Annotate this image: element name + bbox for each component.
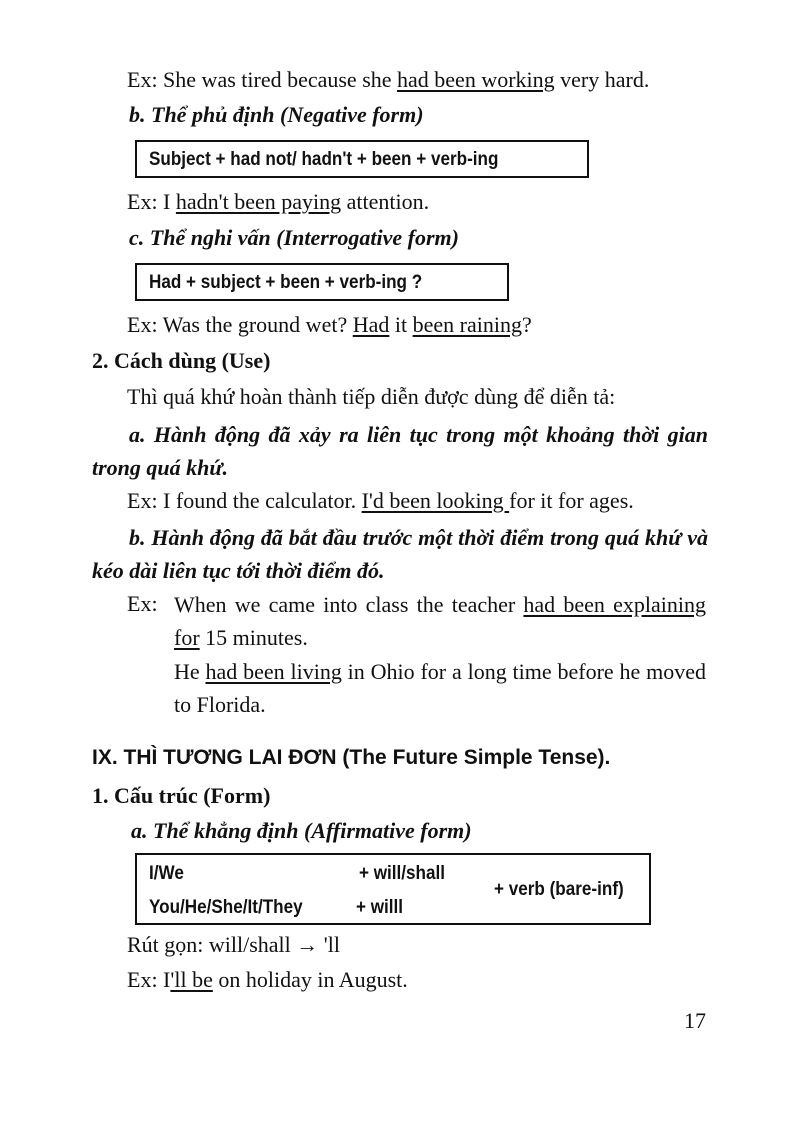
section-ix-heading: IX. THÌ TƯƠNG LAI ĐƠN (The Future Simple Tense).: [92, 746, 611, 769]
underlined-verb: had been explaining for: [174, 592, 706, 650]
interrogative-formula: Had + subject + been + verb-ing ?: [149, 272, 423, 293]
row1-aux: + will/shall: [359, 863, 446, 884]
negative-form-heading: b. Thể phủ định (Negative form): [129, 102, 424, 127]
page-number: 17: [684, 1008, 706, 1033]
affirmative-form-heading: a. Thể khẳng định (Affirmative form): [131, 818, 472, 843]
example-text: Ex: I: [127, 967, 171, 992]
negative-formula: Subject + had not/ hadn't + been + verb-ing: [149, 149, 499, 170]
row2-subject: You/He/She/It/They: [149, 897, 303, 918]
interrogative-formula-box: [135, 263, 509, 301]
example-text: it: [389, 312, 413, 337]
negative-formula-box: [135, 140, 589, 178]
underlined-verb: 'll be: [170, 967, 213, 992]
example-text: He: [174, 659, 206, 684]
use-section-heading: 2. Cách dùng (Use): [92, 348, 271, 373]
use-intro: Thì quá khứ hoàn thành tiếp diễn được dùng để diễn tả:: [127, 384, 616, 409]
example-text: Ex: Was the ground wet?: [127, 312, 353, 337]
underlined-verb: Had: [352, 312, 390, 337]
future-formula-table: [135, 853, 651, 925]
underlined-verb: had been working: [397, 67, 555, 92]
example-sentence: [127, 66, 649, 94]
example-text: Ex: She was tired because she: [127, 67, 398, 92]
example-text: Ex: I found the calculator.: [127, 488, 362, 513]
example-text: 15 minutes.: [199, 625, 308, 650]
example-label: Ex:: [127, 591, 158, 616]
example-text: for it for ages.: [509, 488, 634, 513]
row2-aux: + willl: [356, 897, 404, 918]
example-text: on holiday in August.: [212, 967, 408, 992]
underlined-verb: I'd been looking: [361, 488, 510, 513]
underlined-verb: been raining: [412, 312, 522, 337]
use-point-a: a. Hành động đã xảy ra liên tục trong một khoảng thời gian trong quá khứ.: [92, 422, 708, 480]
example-sentence: [174, 655, 706, 721]
row1-subject: I/We: [149, 863, 184, 884]
example-sentence: [174, 588, 706, 654]
example-text: attention.: [341, 189, 430, 214]
underlined-verb: had been living: [205, 659, 342, 684]
interrogative-form-heading: c. Thể nghi vấn (Interrogative form): [129, 225, 459, 250]
example-text: When we came into class the teacher: [174, 592, 524, 617]
example-sentence: [127, 188, 429, 216]
use-point-b: b. Hành động đã bắt đầu trước một thời điểm trong quá khứ và kéo dài liên tục tới thời điểm đó.: [92, 525, 708, 583]
example-text: in Ohio for a long time before he moved to Florida.: [174, 659, 706, 717]
example-text: Ex: I: [127, 189, 176, 214]
form-heading: 1. Cấu trúc (Form): [92, 783, 271, 808]
verb-part: + verb (bare-inf): [494, 879, 624, 900]
example-text: very hard.: [554, 67, 650, 92]
underlined-verb: hadn't been paying: [175, 189, 342, 214]
contraction-note: Rút gọn: will/shall → 'll: [127, 932, 340, 957]
example-sentence: [127, 966, 408, 994]
example-text: ?: [521, 312, 532, 337]
example-sentence: [127, 311, 532, 339]
example-sentence: [127, 487, 634, 515]
